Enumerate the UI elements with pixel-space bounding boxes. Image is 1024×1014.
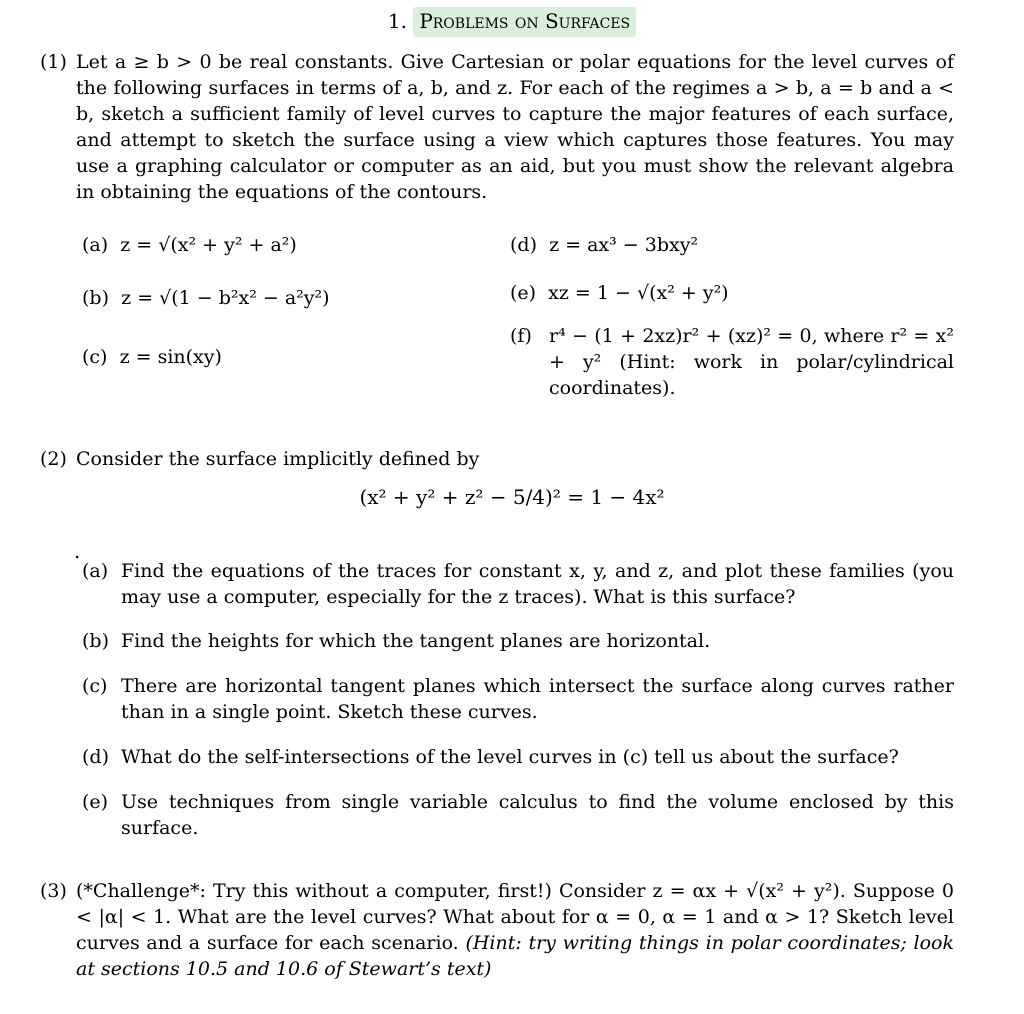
item-2b-label: (b) — [82, 630, 109, 652]
item-1c — [82, 344, 222, 370]
problem-3-hint: (Hint: try writing things in polar coordinates; look at sections 10.5 and 10.6 of Stewart’s text) — [76, 932, 955, 980]
item-2a-label: (a) — [82, 560, 109, 582]
item-1b-label: (b) — [82, 287, 109, 309]
problem-2 — [40, 446, 954, 472]
item-2c — [82, 673, 954, 725]
item-2c-label: (c) — [82, 675, 108, 697]
item-2e-text: Use techniques from single variable calculus to find the volume enclosed by this surface. — [121, 791, 954, 839]
item-2e-label: (e) — [82, 791, 109, 813]
item-1e-label: (e) — [510, 282, 537, 304]
problem-2-text: Consider the surface implicitly defined by — [76, 448, 480, 470]
item-1c-label: (c) — [82, 346, 108, 368]
item-1d-label: (d) — [510, 234, 537, 256]
section-heading: Problems on Surfaces — [413, 7, 636, 37]
item-1f — [510, 323, 954, 401]
problem-1-text: Let a ≥ b > 0 be real constants. Give Cartesian or polar equations for the level curves of the following surfaces in terms of a, b, and z. For each of the regimes a > b, a = b and a < b, sketch a sufficient family of level curves to capture the major features of each surface, and attempt to sketch the surface using a view which captures those features. You may use a graphing calculator or computer as an aid, but you must show the relevant algebra in obtaining the equations of the contours. — [76, 51, 954, 203]
item-2d — [82, 744, 954, 770]
item-1f-text: r⁴ − (1 + 2xz)r² + (xz)² = 0, where r² = x² + y² (Hint: work in polar/cylindrical coordinates). — [549, 325, 954, 399]
item-1a — [82, 232, 297, 258]
problem-1 — [40, 49, 954, 205]
item-1a-label: (a) — [82, 234, 109, 256]
section-title — [0, 8, 1024, 34]
item-2b-text: Find the heights for which the tangent planes are horizontal. — [121, 630, 711, 652]
stray-dot: . — [74, 539, 81, 563]
item-2c-text: There are horizontal tangent planes which intersect the surface along curves rather than in a single point. Sketch these curves. — [121, 675, 954, 723]
item-1e-equation: xz = 1 − √(x² + y²) — [548, 282, 729, 304]
problem-3-text — [76, 878, 954, 982]
item-2d-text: What do the self-intersections of the level curves in (c) tell us about the surface? — [121, 746, 899, 768]
item-2b — [82, 628, 954, 654]
item-2a — [82, 558, 954, 610]
item-2e — [82, 789, 954, 841]
problem-2-number: (2) — [40, 448, 67, 470]
problem-3-number: (3) — [40, 880, 67, 902]
display-equation: (x² + y² + z² − 5/4)² = 1 − 4x² — [359, 485, 665, 509]
item-1b-equation: z = √(1 − b²x² − a²y²) — [121, 287, 330, 309]
item-1b — [82, 285, 330, 311]
item-2a-text: Find the equations of the traces for constant x, y, and z, and plot these families (you may use a computer, especially for the z traces). What is this surface? — [121, 560, 954, 608]
problem-1-number: (1) — [40, 51, 67, 73]
section-number: 1. — [387, 9, 407, 33]
item-1a-equation: z = √(x² + y² + a²) — [120, 234, 297, 256]
problem-3-body: (*Challenge*: Try this without a computer, first!) Consider z = αx + √(x² + y²). Suppose 0 < |α| < 1. What are the level curves? What about for α = 0, α = 1 and α > 1? Sketch level curves and a surface for each scenario. — [76, 880, 954, 954]
item-1c-equation: z = sin(xy) — [119, 346, 222, 368]
problem-3 — [40, 878, 954, 982]
item-1d-equation: z = ax³ − 3bxy² — [549, 234, 699, 256]
item-1f-label: (f) — [510, 325, 532, 347]
item-2d-label: (d) — [82, 746, 109, 768]
item-1d — [510, 232, 698, 258]
item-1e — [510, 280, 729, 306]
